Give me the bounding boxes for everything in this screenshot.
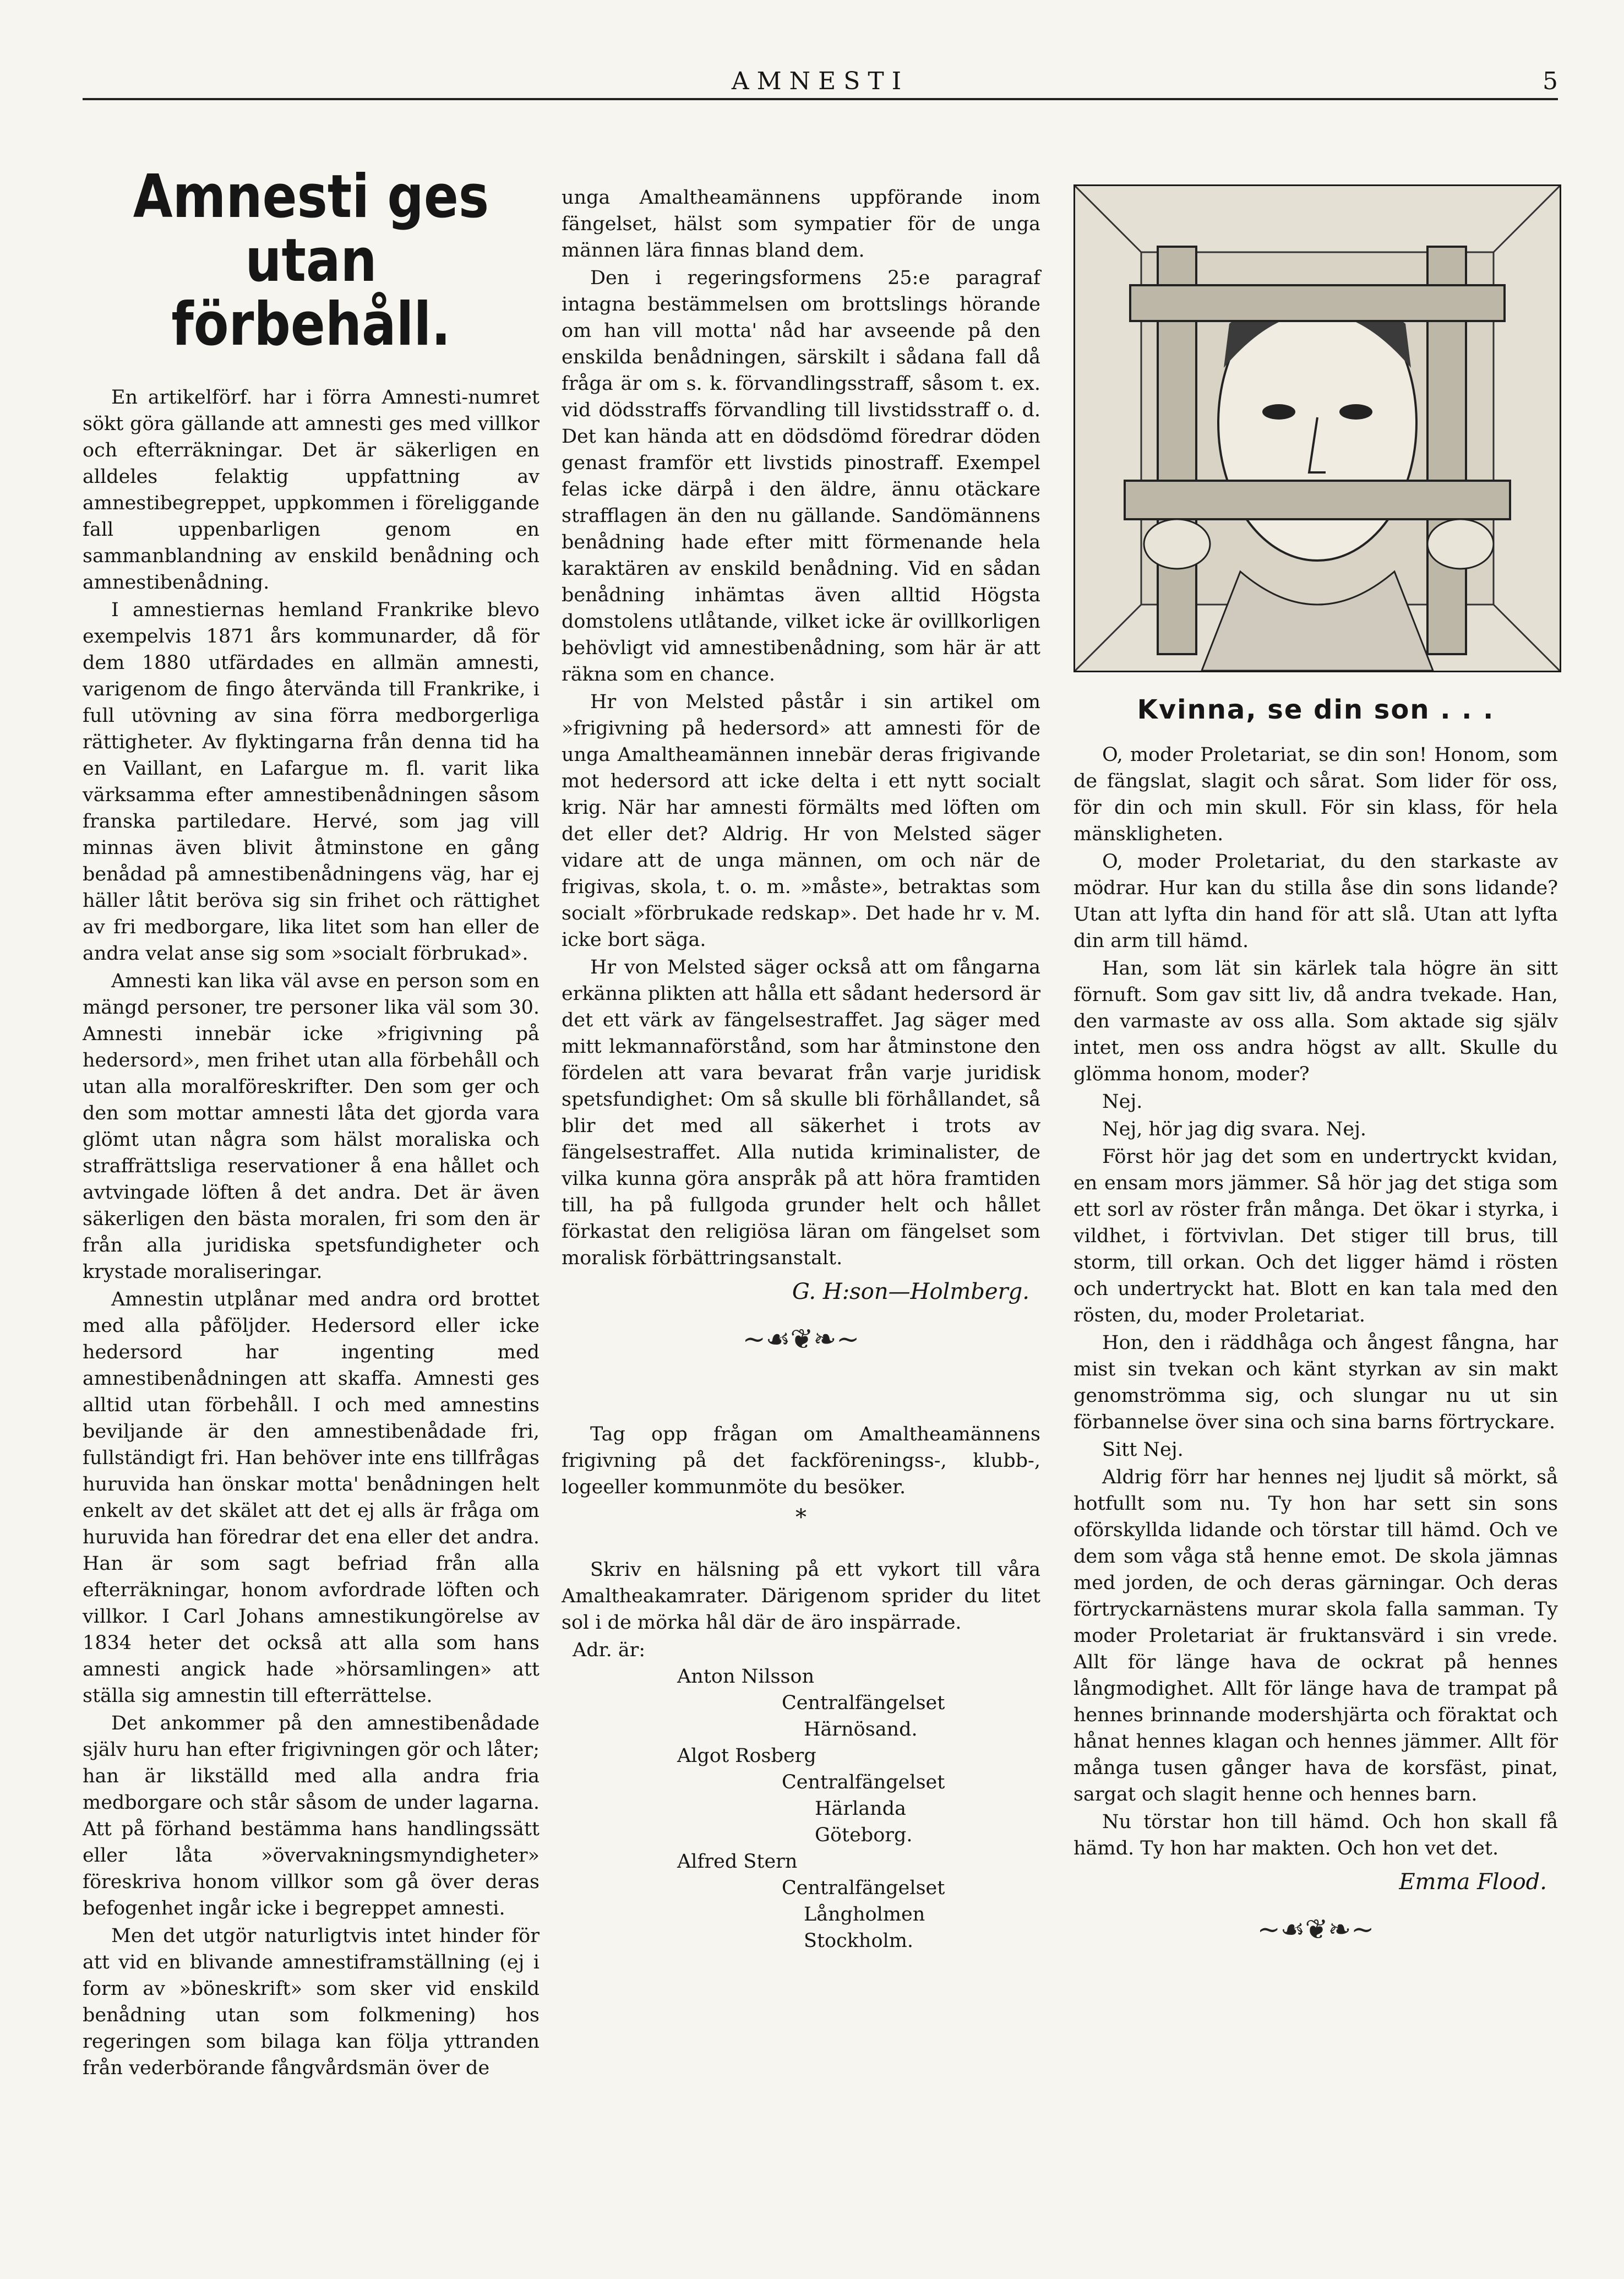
poem-paragraph: Aldrig förr har hennes nej ljudit så mörkt, så hotfullt som nu. Ty hon har sett sin sons oförskyllda lidande och törstar till hämd. Och ve dem som våga stå henne emot. De skola jämnas med jorden, de och deras gärningar. Och deras förtryckarnästens murar skola falla samman. Ty moder Proletariat är fruktansvärd i sin vrede. Allt för länge hava de ockrat på hennes långmodighet. Allt för länge hava de trampat på hennes brinnande modershjärta och föraktat och hånat hennes klagan och hennes jämmer. Allt för många tusen gånger hava de korsfäst, pinat, sargat och slagit henne och hennes barn. (1073, 1466, 1558, 1805)
article-paragraph: Det ankommer på den amnestibenådade själv huru han efter frigivningen gör och låter; han är likställd med alla andra fria medborgare och står såsom de under lagarna. Att på förhand bestämma hans handlingssätt eller låta »övervakningsmyndigheter» föreskriva honom villkor som gå över deras befogenhet ingår icke i begreppet amnesti. (83, 1712, 539, 1919)
article-paragraph: Hr von Melsted säger också att om fångarna erkänna plikten att hålla ett sådant hedersord är det ett värk av fängelsestraffet. Jag säger med mitt lekmannaförstånd, som har åtminstone den fördelen att vara bevarat från varje juridisk spetsfundighet: Om så skulle bli förhållandet, så blir det med all säkerhet i trots av fängelsestraffet. Alla nutida kriminalister, de vilka kunna göra anspråk på att höra framtiden till, ha på fullgoda grunder helt och hållet förkastat den religiösa läran om fängelset som moralisk förbättringsanstalt. (562, 956, 1040, 1269)
poem-paragraph: Sitt Nej. (1102, 1439, 1184, 1461)
prisoner-illustration (1073, 184, 1561, 672)
article-paragraph: Men det utgör naturligtvis intet hinder för att vid en blivande amnestiframställning (ej i form av »böneskrift» som sker vid enskild benådning utan som folkmening) hos regeringen som bilaga kan följa yttranden från vederbörande fångvårdsmän över de (83, 1925, 539, 2079)
article-paragraph: I amnestiernas hemland Frankrike blevo exempelvis 1871 års kommunarder, då för dem 1880 utfärdades en allmän amnesti, varigenom de fingo återvända till Frankrike, i full utövning av sina förra medborgerliga rättigheter. Av flyktingarna från denna tid ha en Vaillant, en Lafargue m. fl. varit lika värksamma efter amnestibenådningen såsom franska partiledare. Hervé, som jag vill minnas även blivit åtminstone en gång benådad på amnestibenådningens väg, har ej häller låtit beröva sig sin frihet och rättighet av fri medborgare, lika litet som han eller de andra velat anse sig som »socialt förbrukad». (83, 599, 539, 965)
address-line: Centralfängelset (782, 1877, 945, 1899)
headline-line-2: förbehåll. (171, 290, 451, 359)
star-divider: * (795, 1505, 806, 1530)
poem-paragraph: Först hör jag det som en undertryckt kvidan, en ensam mors jämmer. Så hör jag det stiga som ett sorl av röster från många. Det ökar i styrka, i vildhet, i förtvivlan. Det stiger till brus, till storm, till orkan. Och det ligger hämd i rösten och undertryckt hat. Blott en kan tala med den rösten, du, moder Proletariat. (1073, 1146, 1558, 1326)
notice-text: Skriv en hälsning på ett vykort till våra Amaltheakamrater. Därigenom sprider du litet sol i de mörka hål där de äro inspärrade. (562, 1559, 1040, 1634)
prisoner-behind-bars-image (1075, 186, 1560, 671)
poem-title: Kvinna, se din son . . . (1137, 694, 1495, 725)
address-line: Centralfängelset (782, 1692, 945, 1714)
article-paragraph: Amnestin utplånar med andra ord brottet med alla påföljder. Hedersord eller icke hedersord har ingenting med amnestibenådningen att skaffa. Amnesti ges alltid utan förbehåll. I och med amnestins beviljande är den amnestibenådade fri, fullständigt fri. Han behöver inte ens tillfrågas huruvida han önskar motta' benådningen helt enkelt av det skälet att det ej alls är fråga om huruvida han föredrar det ena eller det andra. Han är som sagt befriad från alla efterräkningar, honom avfordrade löften och villkor. I Carl Johans amnestikungörelse av 1834 heter det också att alla som hans amnesti angick hade »hörsamlingen» att ställa sig amnestin till efterrättelse. (83, 1288, 539, 1707)
address-line: Göteborg. (815, 1824, 913, 1846)
address-line: Härnösand. (804, 1718, 918, 1740)
address-block (562, 1637, 1040, 1954)
poem-paragraph: Han, som lät sin kärlek tala högre än sitt förnuft. Som gav sitt liv, då andra tvekade. Han, den varmaste av oss alla. Som aktade sig själv intet, men oss andra högst av allt. Skulle du glömma honom, moder? (1073, 958, 1558, 1085)
poem-paragraph: Hon, den i räddhåga och ångest fångna, har mist sin tvekan och känt styrkan av sin makt genomströmma sig, och slungar nu ut sin förbannelse över sina och sina barns förtryckare. (1073, 1332, 1558, 1433)
masthead-rule (83, 98, 1558, 100)
poem-paragraph: O, moder Proletariat, du den starkaste av mödrar. Hur kan du stilla åse din sons lidande? Utan att lyfta din hand för att slå. Utan att lyfta din arm till hämd. (1073, 851, 1558, 952)
poem-paragraph: Nej, hör jag dig svara. Nej. (1102, 1118, 1367, 1140)
ornament-divider: ~☙❦❧~ (1257, 1913, 1375, 1945)
headline-line-1: Amnesti ges utan (133, 162, 489, 295)
column-3 (1073, 121, 1558, 1962)
poem-paragraph: Nu törstar hon till hämd. Och hon skall få hämd. Ty hon har makten. Och hon vet det. (1073, 1811, 1558, 1859)
address-line: Långholmen (804, 1903, 925, 1926)
article-paragraph: Amnesti kan lika väl avse en person som en mängd personer, tre personer lika väl som 30. Amnesti innebär icke »frigivning på hedersord», men frihet utan alla förbehåll och utan alla moralföreskrifter. Den som ger och den som mottar amnesti låta det gjorda vara glömt utan några som hälst moraliska och straffrättsliga reservationer å ena hållet och avtvingade löften å det andra. Det är även säkerligen den bästa moralen, fri som den är från alla juridiska spetsfundigheter och krystade moraliseringar. (83, 970, 539, 1283)
article-paragraph: En artikelförf. har i förra Amnesti-numret sökt göra gällande att amnesti ges med villkor och efterräkningar. Det är säkerligen en alldeles felaktig uppfattning av amnestibegreppet, uppkommen i föreliggande fall uppenbarligen genom en sammanblandning av enskild benådning och amnestibenådning. (83, 387, 539, 594)
article-paragraph: Hr von Melsted påstår i sin artikel om »frigivning på hedersord» att amnesti för de unga Amaltheamännen innebär deras frigivande mot hedersord att icke delta i ett nytt socialt krig. När har amnesti förmälts med löften om det eller det? Aldrig. Hr von Melsted säger vidare att de unga männen, om och när de frigivas, skola, t. o. m. »måste», betraktas som socialt »förbrukade redskap». Det hade hr v. M. icke bort säga. (562, 691, 1040, 951)
address-label: Adr. är: (573, 1639, 646, 1661)
column-1 (83, 121, 539, 2082)
poem-signature: Emma Flood. (1399, 1869, 1547, 1895)
address-line: Härlanda (815, 1798, 906, 1820)
article-paragraph: unga Amaltheamännens uppförande inom fängelset, hälst som sympatier för de unga männen lära finnas bland dem. (562, 187, 1040, 262)
prisoner-name: Anton Nilsson (677, 1666, 815, 1688)
article-paragraph: Den i regeringsformens 25:e paragraf intagna bestämmelsen om brottslings hörande om han vill motta' nåd har avseende på den enskilda benådningen, särskilt i sådana fall då fråga är om s. k. förvandlingsstraff, såsom t. ex. vid dödsstraffs förvandling till livstidsstraff o. d. Det kan hända att en dödsdömd föredrar döden genast framför ett livstids pinostraff. Exempel felas icke därpå i den äldre, ännu otäckare strafflagen än den nu gällande. Sandömännens benådning hade efter mitt förmenande hela karaktären av enskild benådning. Vid en sådan benådning inhämtas även alltid Högsta domstolens utlåtande, vilket icke är ovillkorligen behövligt vid amnestibenådning, som här är att räkna som en chance. (562, 267, 1040, 686)
prisoner-name: Algot Rosberg (677, 1745, 816, 1767)
article-signature: G. H:son—Holmberg. (792, 1279, 1029, 1304)
address-line: Centralfängelset (782, 1771, 945, 1793)
running-title: AMNESTI (731, 67, 909, 95)
ornament-divider: ~☙❦❧~ (742, 1323, 860, 1355)
headline (115, 162, 508, 359)
masthead (83, 65, 1558, 104)
page-number: 5 (1543, 67, 1558, 95)
column-2 (562, 121, 1040, 1954)
poem-paragraph: Nej. (1102, 1091, 1143, 1113)
notice-text: Tag opp frågan om Amaltheamännens frigivning på det fackföreningss-, klubb-, logeeller kommunmöte du besöker. (562, 1423, 1040, 1498)
poem-paragraph: O, moder Proletariat, se din son! Honom, som de fängslat, slagit och sårat. Som lider för oss, för din och min skull. För sin klass, för hela mänskligheten. (1073, 744, 1558, 845)
prisoner-name: Alfred Stern (677, 1851, 798, 1873)
address-line: Stockholm. (804, 1930, 914, 1952)
